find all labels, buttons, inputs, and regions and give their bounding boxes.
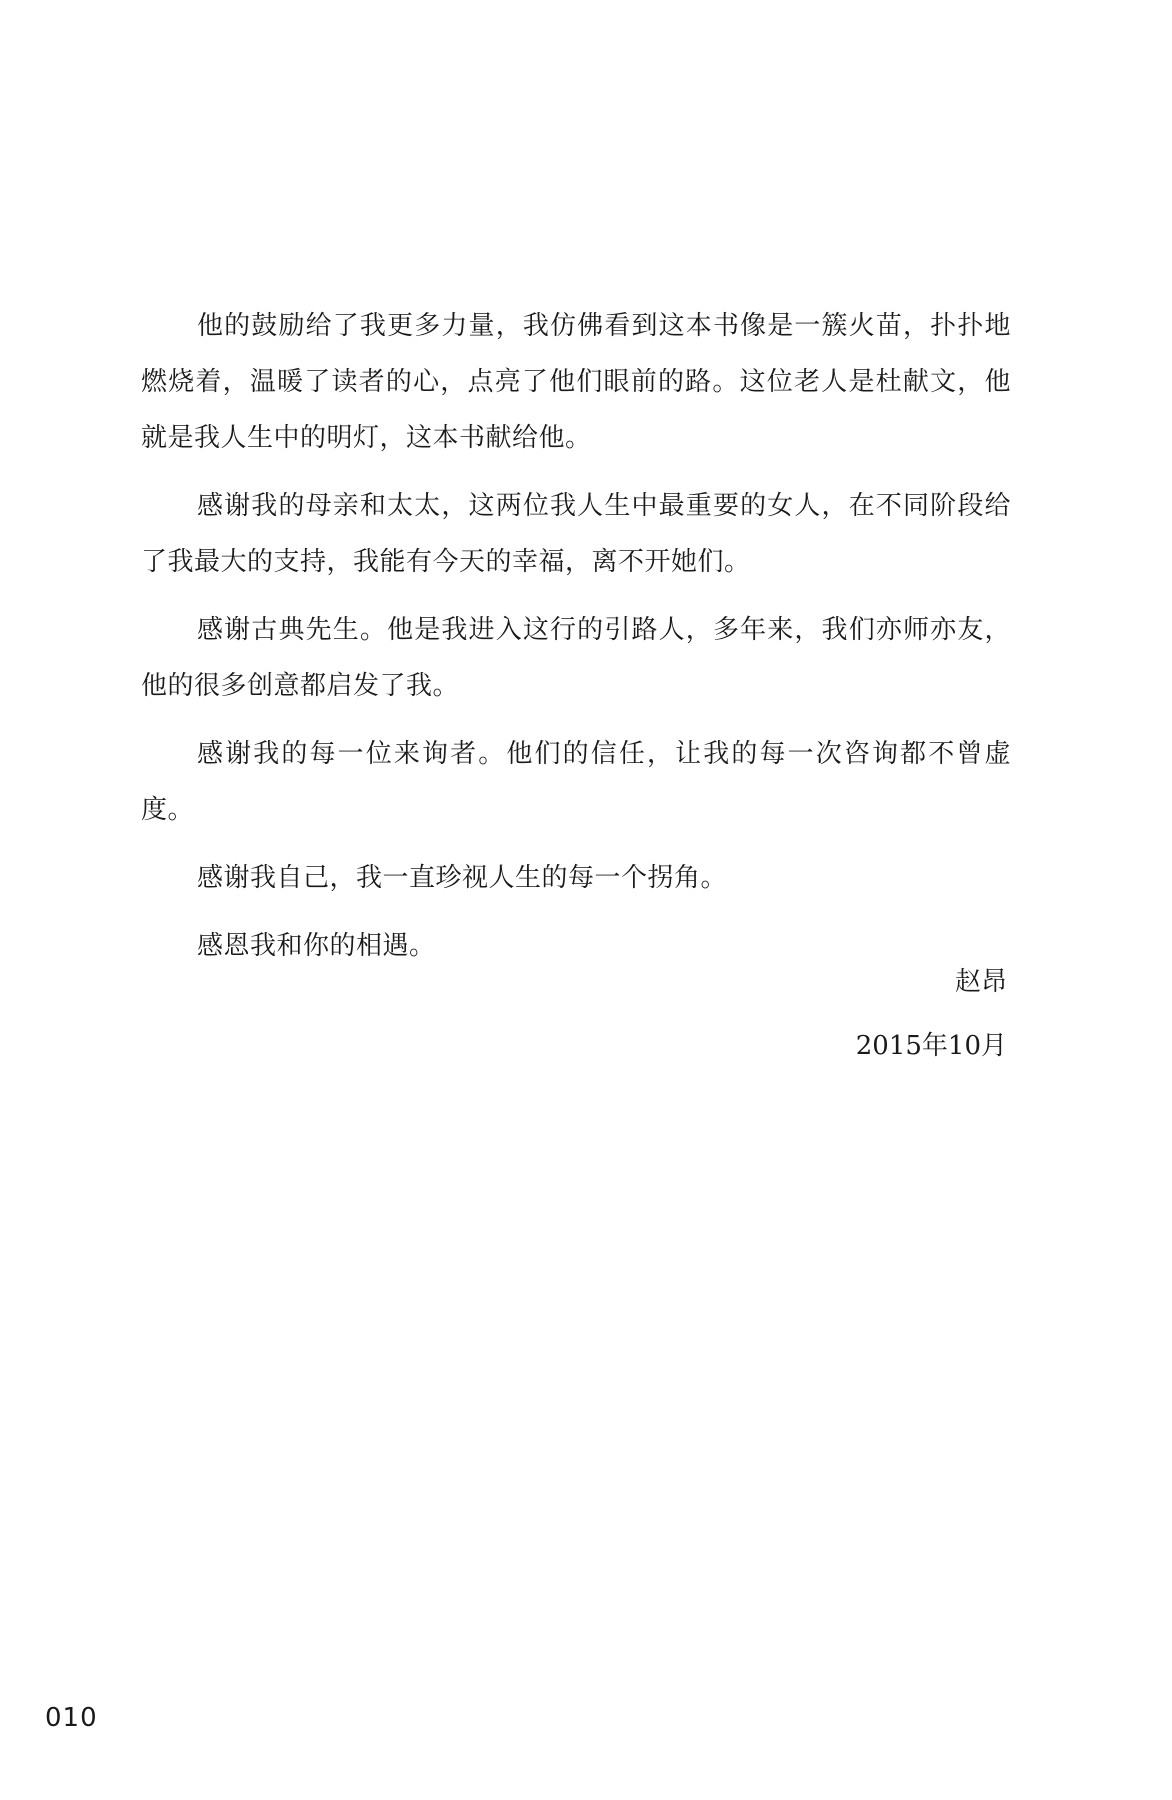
paragraph: 感恩我和你的相遇。: [197, 931, 436, 961]
paragraph: 感谢我的母亲和太太，这两位我人生中最重要的女人，在不同阶段给了我最大的支持，我能有今天的幸福，离不开她们。: [141, 491, 1011, 577]
paragraph: 感谢古典先生。他是我进入这行的引路人，多年来，我们亦师亦友，他的很多创意都启发了我。: [141, 615, 1011, 701]
signature-block: [856, 954, 1007, 1082]
acknowledgement-body: [141, 298, 1011, 986]
signature-date: 2015年10月: [855, 1031, 1007, 1061]
paragraph: 感谢我自己，我一直珍视人生的每一个拐角。: [197, 863, 728, 893]
author-name: 赵昂: [954, 967, 1007, 997]
page-number: 010: [45, 1703, 98, 1733]
paragraph: 他的鼓励给了我更多力量，我仿佛看到这本书像是一簇火苗，扑扑地燃烧着，温暖了读者的心，点亮了他们眼前的路。这位老人是杜献文，他就是我人生中的明灯，这本书献给他。: [141, 311, 1011, 453]
paragraph: 感谢我的每一位来询者。他们的信任，让我的每一次咨询都不曾虚度。: [141, 739, 1011, 825]
